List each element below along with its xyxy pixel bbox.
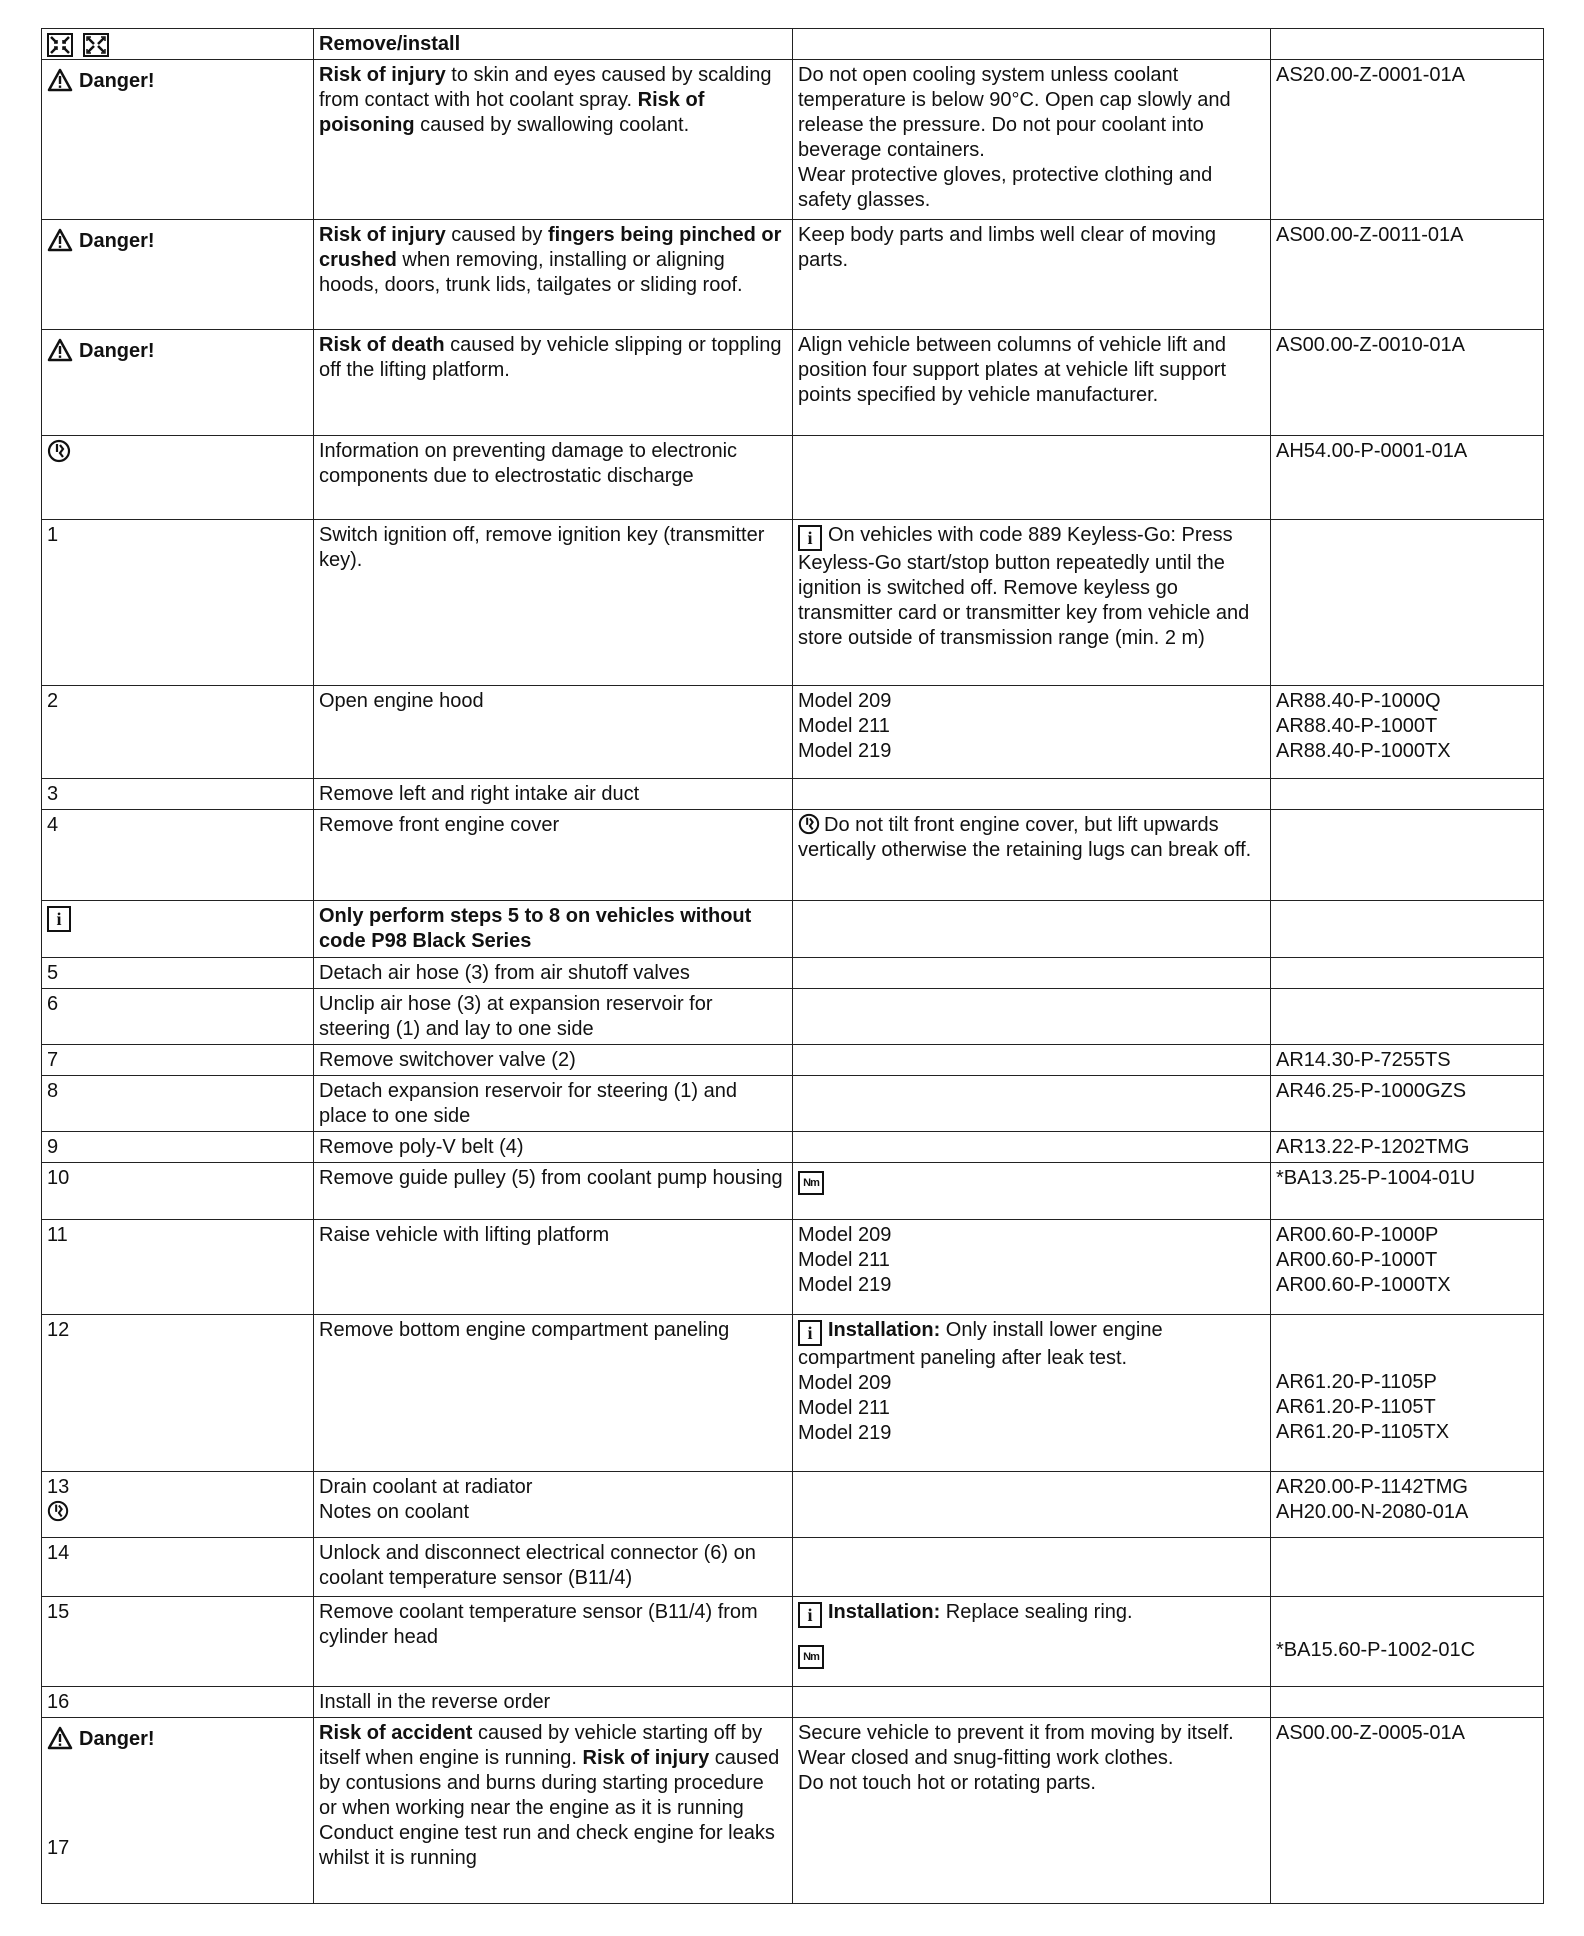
step-text: Remove bottom engine compartment paneling — [314, 1315, 793, 1472]
step-row — [42, 1132, 1544, 1163]
document-reference[interactable]: AR20.00-P-1142TMG — [1276, 1476, 1468, 1498]
step-text: Open engine hood — [314, 686, 793, 779]
step-row — [42, 958, 1544, 989]
risk-title: fingers being pinched or crushed — [319, 224, 782, 271]
danger-label: Danger! — [79, 70, 155, 92]
danger-row — [42, 220, 1544, 330]
step-number: 6 — [42, 989, 314, 1045]
note-label: Installation: — [828, 1601, 941, 1623]
step-text: Remove poly-V belt (4) — [314, 1132, 793, 1163]
torque-nm-icon: Nm — [798, 1645, 824, 1669]
risk-text: caused by vehicle starting off by itself when engine is running. — [319, 1722, 763, 1769]
step-row — [42, 1076, 1544, 1132]
safety-measure: Do not open cooling system unless coolant temperature is below 90°C. Open cap slowly and release the pressure. Do not pour coolant into beverage containers. — [798, 64, 1231, 161]
step-number: 9 — [42, 1132, 314, 1163]
step-number: 7 — [42, 1045, 314, 1076]
document-reference[interactable]: AR61.20-P-1105P — [1276, 1371, 1437, 1393]
safety-measure: Keep body parts and limbs well clear of moving parts. — [793, 220, 1271, 330]
step-number: 3 — [42, 779, 314, 810]
document-reference[interactable]: AR00.60-P-1000P — [1276, 1224, 1439, 1246]
esd-info-row — [42, 436, 1544, 520]
step-text: Conduct engine test run and check engine for leaks whilst it is running — [319, 1822, 775, 1869]
risk-text: caused by swallowing coolant. — [414, 114, 690, 136]
step-text: Remove left and right intake air duct — [314, 779, 793, 810]
danger-label: Danger! — [79, 340, 155, 362]
model-label: Model 219 — [798, 1274, 892, 1296]
document-reference[interactable]: AR88.40-P-1000T — [1276, 715, 1438, 737]
document-reference[interactable]: AH54.00-P-0001-01A — [1271, 436, 1544, 520]
step-note: Replace sealing ring. — [940, 1601, 1133, 1623]
safety-measure: Do not touch hot or rotating parts. — [798, 1772, 1096, 1794]
risk-title: Risk of death — [319, 334, 445, 356]
step-note: On vehicles with code 889 Keyless-Go: Press Keyless-Go start/stop button repeatedly until the ignition is switched off. Remove keyless go transmitter card or transmitter key from vehicle and store outside of transmission range (min. 2 m) — [798, 524, 1250, 649]
document-reference[interactable]: AS00.00-Z-0011-01A — [1271, 220, 1544, 330]
risk-text: when removing, installing or aligning hoods, doors, trunk lids, tailgates or sliding roof. — [319, 249, 743, 296]
step-number: 13 — [47, 1476, 70, 1498]
risk-text: to skin and eyes caused by scalding from contact with hot coolant spray. — [319, 64, 772, 111]
risk-title: Risk of injury — [582, 1747, 710, 1769]
step-text: Drain coolant at radiator — [319, 1476, 533, 1498]
document-reference[interactable]: AR00.60-P-1000TX — [1276, 1274, 1451, 1296]
step-text: Remove coolant temperature sensor (B11/4) from cylinder head — [314, 1597, 793, 1687]
step-text: Remove switchover valve (2) — [314, 1045, 793, 1076]
document-reference[interactable]: AR46.25-P-1000GZS — [1271, 1076, 1544, 1132]
torque-nm-icon: Nm — [798, 1171, 824, 1195]
document-reference[interactable]: *BA13.25-P-1004-01U — [1271, 1163, 1544, 1220]
step-number: 17 — [47, 1837, 70, 1859]
step-number: 14 — [42, 1538, 314, 1597]
info-icon: i — [47, 906, 71, 932]
step-row — [42, 1045, 1544, 1076]
safety-measure: Secure vehicle to prevent it from moving by itself. — [798, 1722, 1234, 1744]
page-title: Remove/install — [314, 29, 793, 60]
install-icon — [83, 33, 109, 57]
step-text: Raise vehicle with lifting platform — [314, 1220, 793, 1315]
step-row — [42, 1163, 1544, 1220]
danger-label: Danger! — [79, 1728, 155, 1750]
document-reference[interactable]: AR14.30-P-7255TS — [1271, 1045, 1544, 1076]
document-reference[interactable]: AH20.00-N-2080-01A — [1276, 1501, 1469, 1523]
danger-row — [42, 60, 1544, 220]
step-number: 8 — [42, 1076, 314, 1132]
esd-caution-icon — [798, 813, 820, 835]
info-text: Only perform steps 5 to 8 on vehicles without code P98 Black Series — [314, 901, 793, 958]
document-reference[interactable]: AS00.00-Z-0010-01A — [1271, 330, 1544, 436]
danger-label: Danger! — [79, 230, 155, 252]
step-number: 12 — [42, 1315, 314, 1472]
model-label: Model 209 — [798, 690, 892, 712]
model-label: Model 211 — [798, 715, 890, 737]
danger-row — [42, 1718, 1544, 1904]
model-label: Model 209 — [798, 1224, 892, 1246]
step-number: 16 — [42, 1687, 314, 1718]
note-label: Installation: — [828, 1319, 941, 1341]
step-text: Install in the reverse order — [314, 1687, 793, 1718]
step-row — [42, 686, 1544, 779]
step-number: 11 — [42, 1220, 314, 1315]
model-label: Model 219 — [798, 1422, 892, 1444]
model-label: Model 209 — [798, 1372, 892, 1394]
step-row — [42, 989, 1544, 1045]
risk-text: caused by — [445, 224, 548, 246]
step-text: Remove front engine cover — [314, 810, 793, 901]
step-row — [42, 1220, 1544, 1315]
model-label: Model 211 — [798, 1397, 890, 1419]
risk-text: caused by contusions and burns during starting procedure or when working near the engine as it is running — [319, 1747, 780, 1819]
step-text: Notes on coolant — [319, 1501, 470, 1523]
header-row — [42, 29, 1544, 60]
step-row — [42, 1472, 1544, 1538]
step-text: Switch ignition off, remove ignition key (transmitter key). — [314, 520, 793, 686]
info-icon: i — [798, 1320, 822, 1346]
step-number: 4 — [42, 810, 314, 901]
step-number: 10 — [42, 1163, 314, 1220]
step-number: 1 — [42, 520, 314, 686]
danger-row — [42, 330, 1544, 436]
step-number: 2 — [42, 686, 314, 779]
info-row — [42, 901, 1544, 958]
step-text: Unlock and disconnect electrical connector (6) on coolant temperature sensor (B11/4) — [314, 1538, 793, 1597]
step-text: Remove guide pulley (5) from coolant pump housing — [314, 1163, 793, 1220]
document-reference[interactable]: *BA15.60-P-1002-01C — [1276, 1639, 1476, 1661]
step-row — [42, 1315, 1544, 1472]
risk-title: Risk of accident — [319, 1722, 473, 1744]
warning-triangle-icon — [47, 228, 73, 252]
step-row — [42, 1597, 1544, 1687]
safety-measure: Wear protective gloves, protective clothing and safety glasses. — [798, 164, 1213, 211]
document-reference[interactable]: AR88.40-P-1000TX — [1276, 740, 1451, 762]
esd-info-text: Information on preventing damage to electronic components due to electrostatic discharge — [314, 436, 793, 520]
step-row — [42, 1687, 1544, 1718]
info-icon: i — [798, 1602, 822, 1628]
risk-title: Risk of injury — [319, 64, 446, 86]
document-reference[interactable]: AR13.22-P-1202TMG — [1271, 1132, 1544, 1163]
esd-caution-icon — [47, 1500, 69, 1522]
info-icon: i — [798, 525, 822, 551]
esd-caution-icon — [47, 439, 71, 463]
step-row — [42, 1538, 1544, 1597]
step-row — [42, 779, 1544, 810]
remove-install-icons — [42, 29, 314, 60]
risk-title: Risk of injury — [319, 224, 446, 246]
step-row — [42, 520, 1544, 686]
model-label: Model 219 — [798, 740, 892, 762]
step-text: Detach expansion reservoir for steering (1) and place to one side — [314, 1076, 793, 1132]
warning-triangle-icon — [47, 338, 73, 362]
risk-text: caused by vehicle slipping or toppling off the lifting platform. — [319, 334, 782, 381]
document-reference[interactable]: AS00.00-Z-0005-01A — [1271, 1718, 1544, 1904]
model-label: Model 211 — [798, 1249, 890, 1271]
document-reference[interactable]: AR61.20-P-1105TX — [1276, 1421, 1450, 1443]
document-reference[interactable]: AS20.00-Z-0001-01A — [1271, 60, 1544, 220]
step-text: Detach air hose (3) from air shutoff valves — [314, 958, 793, 989]
document-reference[interactable]: AR61.20-P-1105T — [1276, 1396, 1436, 1418]
step-note: Do not tilt front engine cover, but lift upwards vertically otherwise the retaining lugs can break off. — [798, 814, 1252, 861]
step-note: Only install lower engine compartment paneling after leak test. — [798, 1319, 1163, 1369]
document-reference[interactable]: AR88.40-P-1000Q — [1276, 690, 1441, 712]
step-number: 5 — [42, 958, 314, 989]
procedure-table — [41, 28, 1544, 1904]
safety-measure: Wear closed and snug-fitting work clothes. — [798, 1747, 1174, 1769]
safety-measure: Align vehicle between columns of vehicle lift and position four support plates at vehicle lift support points specified by vehicle manufacturer. — [793, 330, 1271, 436]
warning-triangle-icon — [47, 68, 73, 92]
remove-icon — [47, 33, 73, 57]
step-number: 15 — [42, 1597, 314, 1687]
warning-triangle-icon — [47, 1726, 73, 1750]
risk-title: Risk of poisoning — [319, 89, 705, 136]
step-text: Unclip air hose (3) at expansion reservoir for steering (1) and lay to one side — [314, 989, 793, 1045]
document-reference[interactable]: AR00.60-P-1000T — [1276, 1249, 1438, 1271]
step-row — [42, 810, 1544, 901]
